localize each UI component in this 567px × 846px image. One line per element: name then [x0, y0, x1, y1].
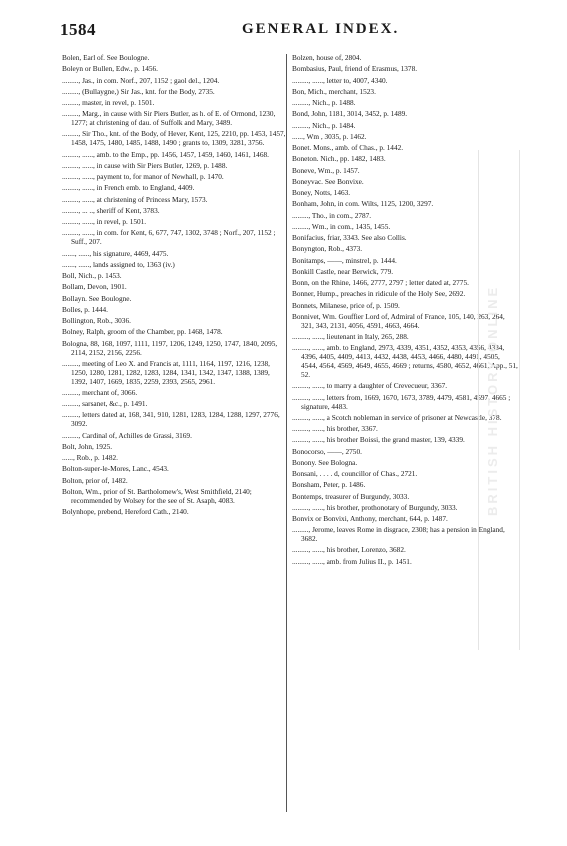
index-entry: Bonkill Castle, near Berwick, 779.	[292, 266, 394, 276]
page-title: GENERAL INDEX.	[242, 21, 400, 37]
index-entry: ........., ......, letters from, 1669, 1670, 1673, 3789, 4479, 4581, 4597, 4665 ; signature, 4483.	[292, 392, 511, 411]
index-entry: ........., Sir Tho., knt. of the Body, of Hever, Kent, 125, 2210, pp. 1453, 1457, 1458, 1475, 1480, 1485, 1488, 1490 ; grants to, 1309, 3281, 3756.	[62, 129, 286, 148]
index-entry: ......., ......, lands assigned to, 1363 (iv.)	[62, 259, 175, 269]
index-entry: ........., Nich., p. 1488.	[292, 98, 356, 107]
index-entry: ......, Wm , 3035, p. 1462.	[292, 131, 367, 141]
index-entry: ........., ......, his brother, 3367.	[292, 424, 378, 434]
index-entry: ........., ......, to marry a daughter of Crevecueur, 3367.	[292, 381, 448, 391]
index-entry: ......, Rob., p. 1482.	[62, 453, 118, 463]
index-entry: Bonnets, Milanese, price of, p. 1509.	[292, 300, 400, 310]
index-entry: Bonyngton, Rob., 4373.	[292, 244, 363, 254]
index-entry: ........., ......, in French emb. to England, 4409.	[62, 183, 195, 193]
index-entry: Bonvix or Bonvixi, Anthony, merchant, 644, p. 1487.	[292, 514, 448, 524]
index-entry: Boneton. Nich., pp. 1482, 1483.	[292, 154, 386, 164]
index-entry: Bonner, Hump., preaches in ridicule of the Holy See, 2692.	[292, 289, 466, 299]
index-entry: Bollayn. See Boulogne.	[62, 293, 132, 303]
index-entry: ........., ... .., sheriff of Kent, 3783.	[62, 205, 160, 215]
index-entry: ........., ......, his brother, prothonotary of Burgundy, 3033.	[292, 502, 458, 512]
index-entry: ........., Marg., in cause with Sir Piers Butler, as h. of E. of Ormond, 1230, 1277; at christening of dau. of Suffolk and Mary, 3489.	[62, 109, 276, 128]
index-entry: Bonn, on the Rhine, 1466, 2777, 2797 ; letter dated at, 2775.	[292, 278, 469, 287]
index-entry: ........., Jas., in com. Norf., 207, 1152 ; gaol del., 1204.	[62, 75, 220, 85]
index-entry: ........., ......, amb. from Julius II., p. 1451.	[292, 556, 412, 566]
index-entry: ........., ......, in cause with Sir Piers Butler, 1269, p. 1488.	[62, 160, 228, 170]
index-entry: Bond, John, 1181, 3014, 3452, p. 1489.	[292, 109, 408, 119]
index-entry: Bonsham, Peter, p. 1486.	[292, 480, 366, 490]
index-entry: Bolzen, house of, 2804.	[292, 53, 362, 62]
index-entry: Bologna, 88, 168, 1097, 1111, 1197, 1206, 1249, 1250, 1747, 1840, 2095, 2114, 2152, 2156, 2256.	[62, 338, 278, 357]
index-entry: Bolynhope, prebend, Hereford Cath., 2140.	[62, 507, 189, 517]
index-entry: ........., Cardinal of, Achilles de Grassi, 3169.	[62, 430, 192, 440]
index-entry: Boleyn or Bullen, Edw., p. 1456.	[62, 64, 158, 74]
left-index-column	[62, 54, 288, 517]
index-entry: Bonham, John, in com. Wilts, 1125, 1200, 3297.	[292, 199, 434, 209]
index-entry: Bonitamps, ——, minstrel, p. 1444.	[292, 255, 397, 265]
index-entry: ........., sarsanet, &c., p. 1491.	[62, 399, 148, 409]
page-header	[60, 20, 510, 42]
index-entry: Boneyvac. See Bonvixe.	[292, 176, 364, 186]
page-number: 1584	[60, 20, 96, 39]
index-entry: Bolles, p. 1444.	[62, 304, 109, 314]
index-entry: ........., merchant of, 3066.	[62, 387, 138, 397]
index-entry: Bollam, Devon, 1901.	[62, 282, 127, 292]
index-entry: Bolton, prior of, 1482.	[62, 475, 128, 485]
index-entry: ........., ......, in revel, p. 1501.	[62, 217, 147, 227]
index-entry: ........., master, in revel, p. 1501.	[62, 98, 155, 107]
watermark-text: BRITISH HISTORY ONLINE	[485, 284, 500, 516]
index-entry: Bon, Mich., merchant, 1523.	[292, 86, 376, 96]
index-entry: Boll, Nich., p. 1453.	[62, 271, 122, 281]
index-entry: Bonet. Mons., amb. of Chas., p. 1442.	[292, 143, 404, 152]
index-entry: ........., ......, amb. to the Emp., pp. 1456, 1457, 1459, 1460, 1461, 1468.	[62, 149, 269, 159]
index-entry: ........., ......, in com. for Kent, 6, 677, 747, 1302, 3748 ; Norf., 207, 1152 ; Suff., 207.	[62, 228, 276, 247]
index-entry: ........., (Bullaygne,) Sir Jas., knt. for the Body, 2735.	[62, 86, 215, 96]
index-entry: ........., ......, at christening of Princess Mary, 1573.	[62, 194, 208, 204]
index-entry: ........., letters dated at, 168, 341, 910, 1281, 1283, 1284, 1288, 1297, 2776, 3092.	[62, 410, 280, 429]
index-entry: ........., Tho., in com., 2787.	[292, 210, 372, 220]
index-entry: Bombasius, Paul, friend of Erasmus, 1378.	[292, 64, 418, 74]
index-entry: Bonocorso, ——, 2750.	[292, 446, 362, 456]
index-entry: ......., ......, his signature, 4469, 4475.	[62, 248, 169, 258]
index-entry: ........., ......, amb. to England, 2973, 4339, 4351, 4352, 4353, 4356, 4384, 4396, 4405, 4409, 4413, 4432, 4438, 4453, 4466, 4480, 4491, 4505, 4544, 4564, 4569, 4649, 4655, 4669 ; returns, 4580, 4652, 4661, App., 51, 52.	[292, 343, 518, 380]
index-entry: Bollington, Rob., 3036.	[62, 316, 131, 326]
index-entry: Bolt, John, 1925.	[62, 441, 113, 451]
index-entry: Bolton-super-le-Mores, Lanc., 4543.	[62, 464, 169, 474]
index-entry: Bonnivet, Wm. Gouffier Lord of, Admiral of France, 105, 140, 263, 264, 321, 343, 2131, 4056, 4591, 4663, 4664.	[292, 311, 505, 330]
index-entry: Bonsani, . . . . d, councillor of Chas., 2721.	[292, 469, 418, 479]
index-entry: Bonony. See Bologna.	[292, 457, 358, 467]
index-entry: Bolney, Ralph, groom of the Chamber, pp. 1468, 1478.	[62, 327, 223, 337]
index-entry: ........., meeting of Leo X. and Francis at, 1111, 1164, 1197, 1216, 1238, 1250, 1280, 1281, 1282, 1283, 1284, 1341, 1342, 1347, 1388, 1389, 1392, 1407, 1669, 1835, 2259, 2393, 2565, 2961.	[62, 358, 270, 386]
index-entry: ........., ......, a Scotch nobleman in service of prisoner at Newcastle, 378.	[292, 412, 502, 422]
index-entry: Bolen, Earl of. See Boulogne.	[62, 53, 150, 62]
index-entry: Bontemps, treasurer of Burgundy, 3033.	[292, 491, 410, 501]
index-entry: ........., ......, letter to, 4007, 4340.	[292, 75, 388, 85]
index-entry: Boney, Notts, 1463.	[292, 188, 351, 197]
index-entry: ........., Wm., in com., 1435, 1455.	[292, 221, 391, 231]
index-entry: Boneve, Wm., p. 1457.	[292, 165, 360, 175]
index-entry: ........., ......, his brother, Lorenzo, 3682.	[292, 545, 406, 555]
index-entry: ........., Nich., p. 1484.	[292, 120, 356, 130]
index-entry: Bonifacius, friar, 3343. See also Collis.	[292, 233, 407, 242]
index-entry: ........., ......, his brother Boissi, the grand master, 139, 4339.	[292, 435, 465, 445]
watermark-stamp	[478, 150, 520, 650]
index-entry: ........., ......, lieutenant in Italy, 265, 288.	[292, 331, 409, 341]
column-divider	[286, 54, 287, 812]
index-entry: ........., Jerome, leaves Rome in disgrace, 2308; has a pension in England, 3682.	[292, 525, 505, 544]
index-entry: Bolton, Wm., prior of St. Bartholomew's, West Smithfield, 2140; recommended by Wolsey for the see of St. Asaph, 4083.	[62, 486, 252, 505]
index-entry: ........., ......, payment to, for manor of Newhall, p. 1470.	[62, 172, 224, 182]
